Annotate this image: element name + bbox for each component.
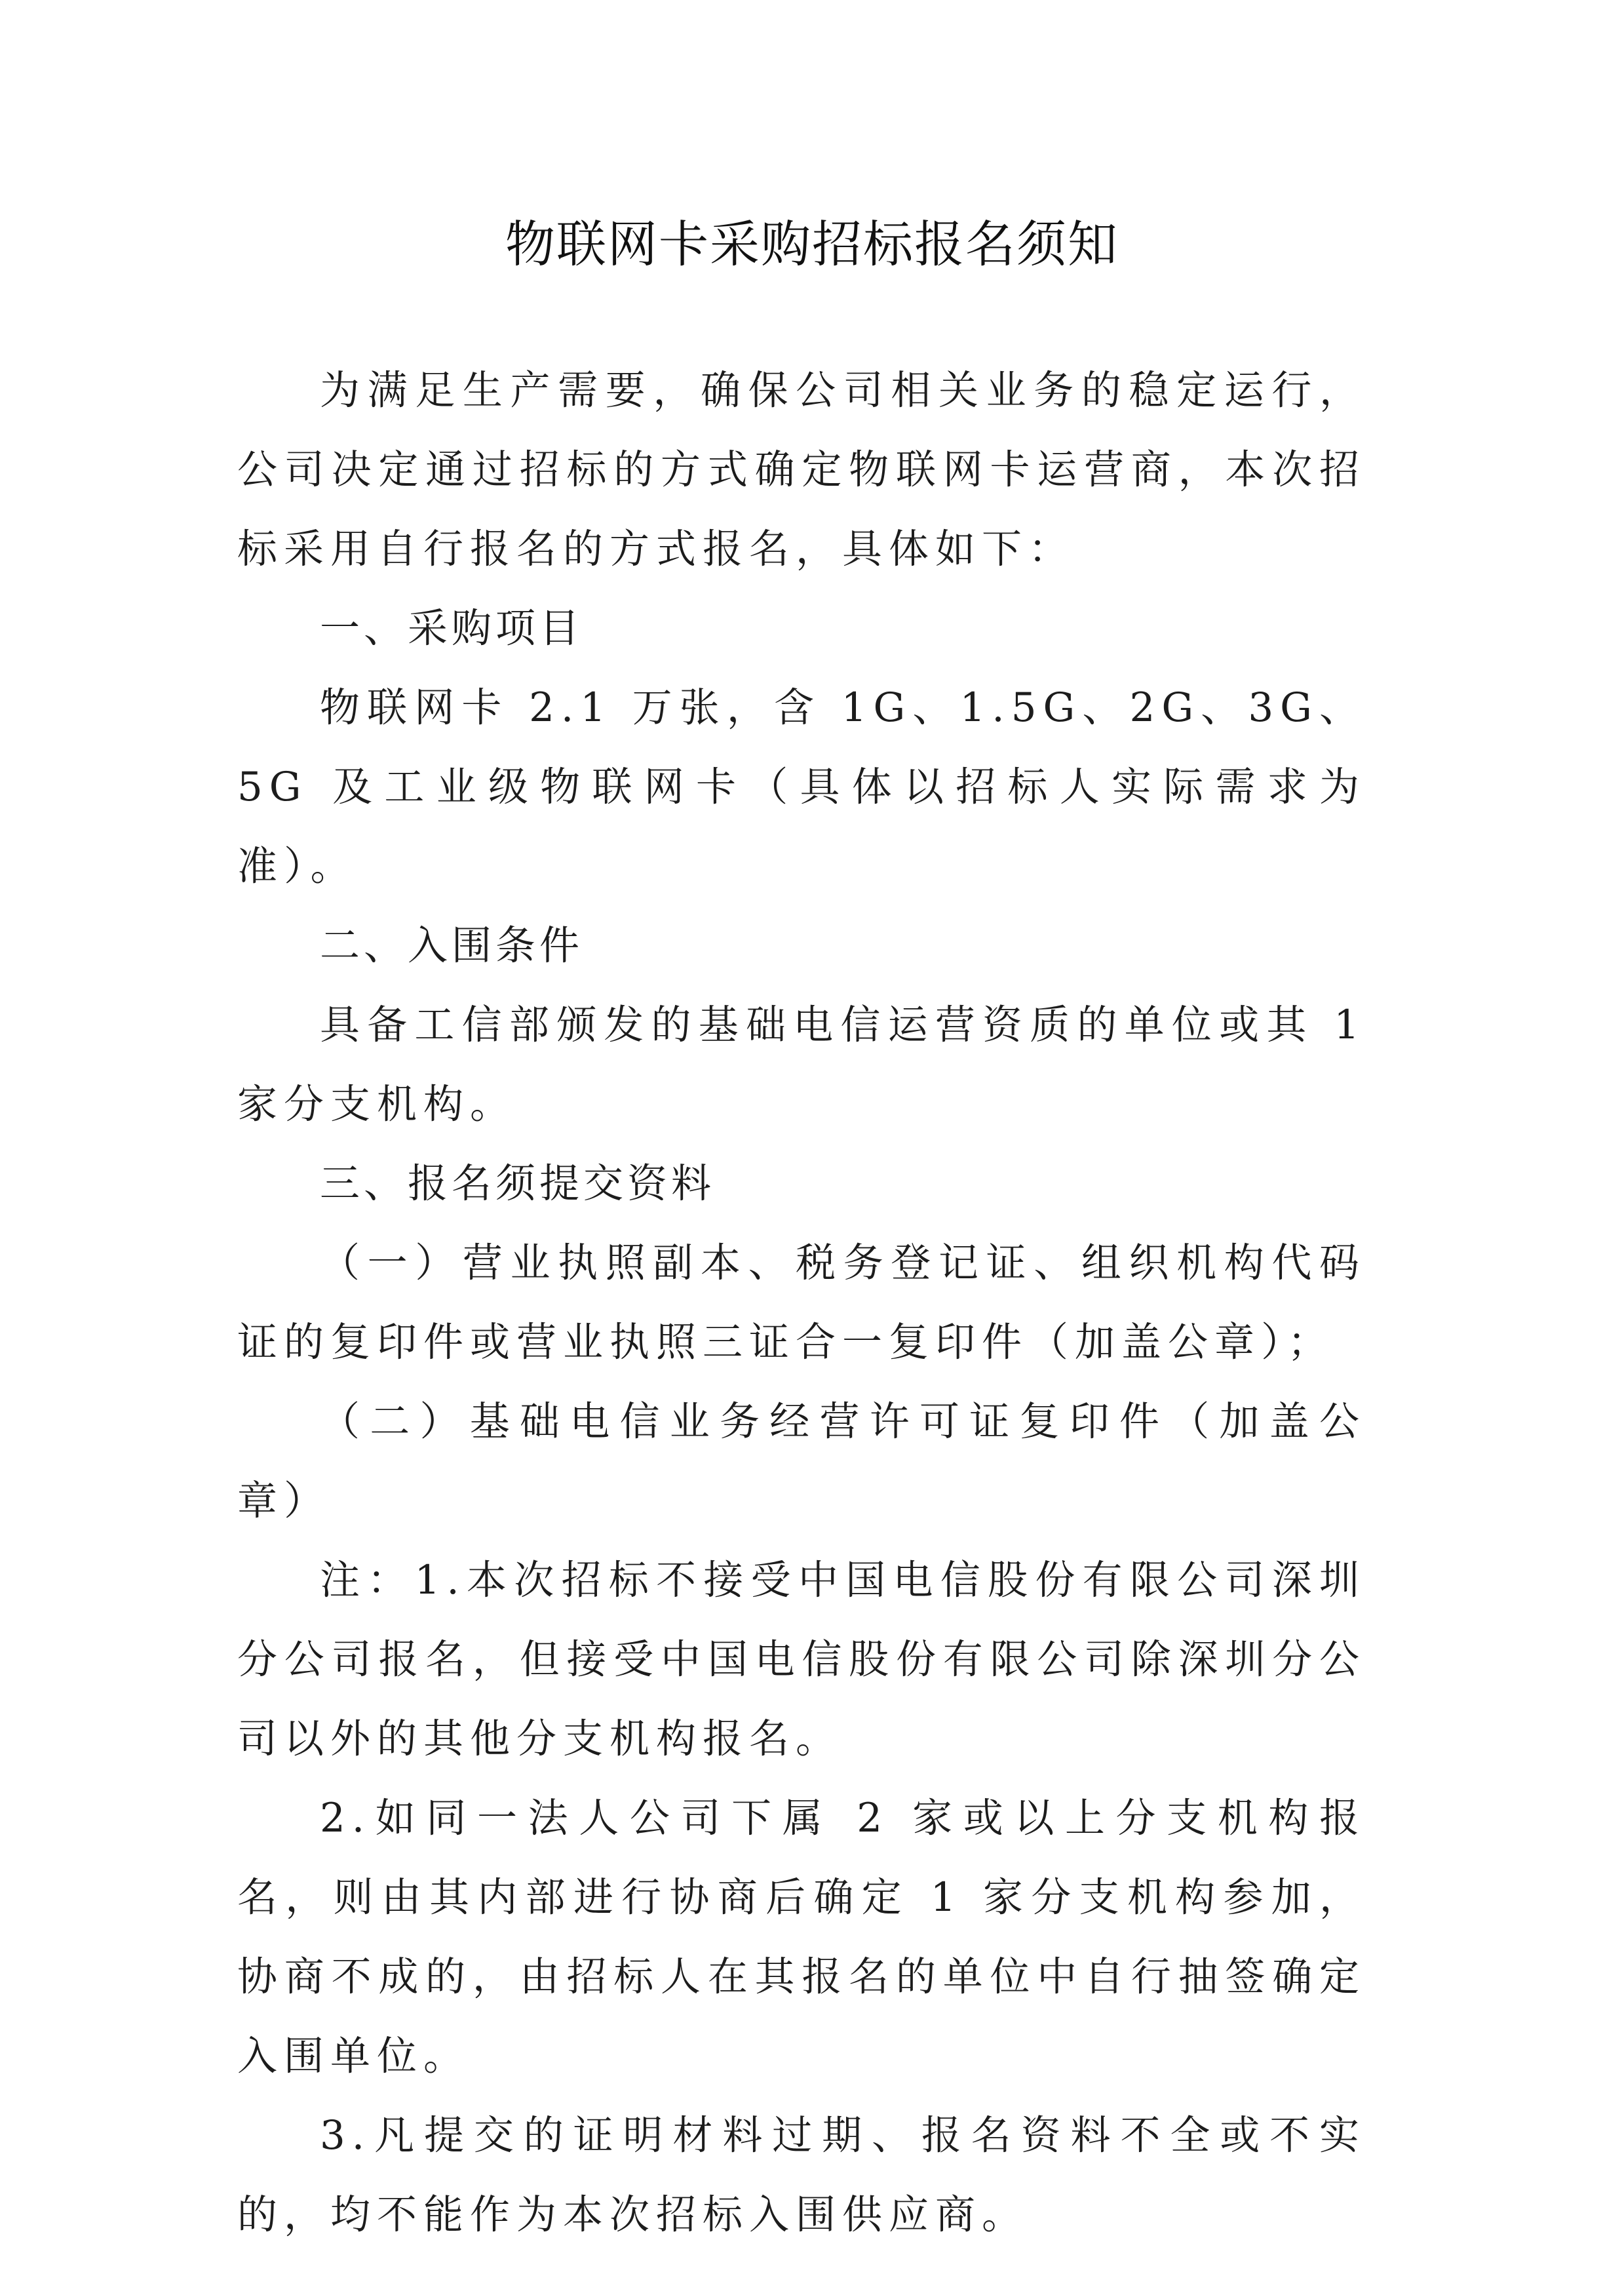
note-1: 注：1.本次招标不接受中国电信股份有限公司深圳分公司报名，但接受中国电信股份有限公司除深圳分公司以外的其他分支机构报名。: [237, 1557, 1366, 1762]
note-2: 2.如同一法人公司下属 2 家或以上分支机构报名，则由其内部进行协商后确定 1 家分支机构参加，协商不成的，由招标人在其报名的单位中自行抽签确定入围单位。: [237, 1795, 1366, 2079]
document-body: [237, 351, 1366, 2254]
required-documents-item-2: （二）基础电信业务经营许可证复印件（加盖公章）: [237, 1398, 1366, 1524]
procurement-item-paragraph: 物联网卡 2.1 万张，含 1G、1.5G、2G、3G、5G 及工业级物联网卡（具体以招标人实际需求为准）。: [237, 684, 1366, 890]
note-3: 3.凡提交的证明材料过期、报名资料不全或不实的，均不能作为本次招标入围供应商。: [237, 2112, 1366, 2238]
required-documents-item-1: （一）营业执照副本、税务登记证、组织机构代码证的复印件或营业执照三证合一复印件（加盖公章）；: [237, 1240, 1366, 1365]
intro-paragraph: 为满足生产需要，确保公司相关业务的稳定运行，公司决定通过招标的方式确定物联网卡运营商，本次招标采用自行报名的方式报名，具体如下：: [237, 367, 1366, 572]
qualification-paragraph: 具备工信部颁发的基础电信运营资质的单位或其 1 家分支机构。: [237, 1002, 1366, 1128]
section-heading-qualification: 二、入围条件: [320, 922, 584, 969]
section-heading-required-documents: 三、报名须提交资料: [320, 1160, 716, 1207]
document-title: 物联网卡采购招标报名须知: [505, 215, 1119, 273]
section-heading-procurement-item: 一、采购项目: [320, 605, 584, 652]
